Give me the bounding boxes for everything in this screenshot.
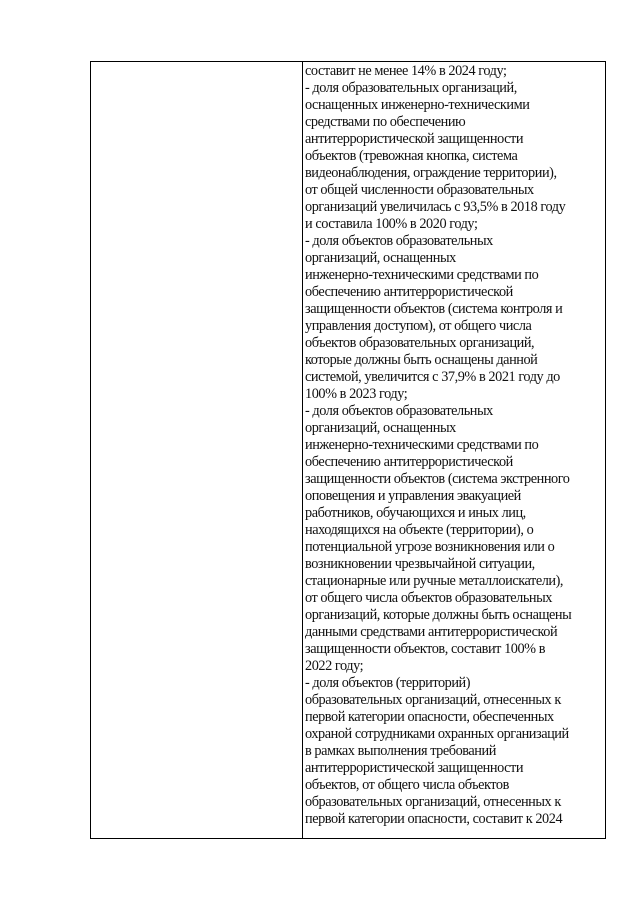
text-line: первой категории опасности, составит к 2024 (305, 811, 563, 827)
text-line: организаций, оснащенных (305, 420, 456, 436)
text-line: стационарные или ручные металлоискатели), (305, 573, 564, 589)
text-line: антитеррористической защищенности (305, 760, 524, 776)
text-line: - доля образовательных организаций, (305, 80, 517, 96)
text-line: организаций, которые должны быть оснащены (305, 607, 572, 623)
text-line: первой категории опасности, обеспеченных (305, 709, 554, 725)
text-line: управления доступом), от общего числа (305, 318, 532, 334)
text-line: объектов образовательных организаций, (305, 335, 535, 351)
text-line: объектов (тревожная кнопка, система (305, 148, 518, 164)
text-line: - доля объектов образовательных (305, 403, 493, 419)
text-line: потенциальной угрозе возникновения или о (305, 539, 555, 555)
text-line: от общей численности образовательных (305, 182, 534, 198)
text-line: 100% в 2023 году; (305, 386, 408, 402)
text-line: инженерно-техническими средствами по (305, 267, 539, 283)
text-line: - доля объектов образовательных (305, 233, 493, 249)
text-line: оповещения и управления эвакуацией (305, 488, 521, 504)
text-line: инженерно-техническими средствами по (305, 437, 539, 453)
text-line: возникновении чрезвычайной ситуации, (305, 556, 535, 572)
text-line: организаций увеличилась с 93,5% в 2018 году (305, 199, 566, 215)
text-line: работников, обучающихся и иных лиц, (305, 505, 526, 521)
text-line: оснащенных инженерно-техническими (305, 97, 530, 113)
text-line: образовательных организаций, отнесенных к (305, 692, 561, 708)
text-line: средствами по обеспечению (305, 114, 466, 130)
text-line: антитеррористической защищенности (305, 131, 524, 147)
text-line: которые должны быть оснащены данной (305, 352, 538, 368)
text-line: защищенности объектов (система экстренного (305, 471, 570, 487)
text-line: обеспечению антитеррористической (305, 284, 513, 300)
text-line: видеонаблюдения, ограждение территории), (305, 165, 557, 181)
text-line: организаций, оснащенных (305, 250, 456, 266)
text-line: защищенности объектов (система контроля и (305, 301, 563, 317)
text-line: образовательных организаций, отнесенных к (305, 794, 561, 810)
table-right-cell (303, 62, 606, 838)
text-line: обеспечению антитеррористической (305, 454, 513, 470)
text-line: системой, увеличится с 37,9% в 2021 году до (305, 369, 560, 385)
text-line: данными средствами антитеррористической (305, 624, 558, 640)
text-line: объектов, от общего числа объектов (305, 777, 509, 793)
text-line: находящихся на объекте (территории), о (305, 522, 534, 538)
text-line: охраной сотрудниками охранных организаций (305, 726, 569, 742)
text-line: и составила 100% в 2020 году; (305, 216, 478, 232)
text-line: в рамках выполнения требований (305, 743, 496, 759)
table-left-cell (91, 62, 302, 838)
text-line: от общего числа объектов образовательных (305, 590, 552, 606)
text-line: составит не менее 14% в 2024 году; (305, 63, 507, 79)
text-line: защищенности объектов, составит 100% в (305, 641, 546, 657)
text-line: - доля объектов (территорий) (305, 675, 471, 691)
text-line: 2022 году; (305, 658, 364, 674)
document-table (90, 61, 606, 839)
